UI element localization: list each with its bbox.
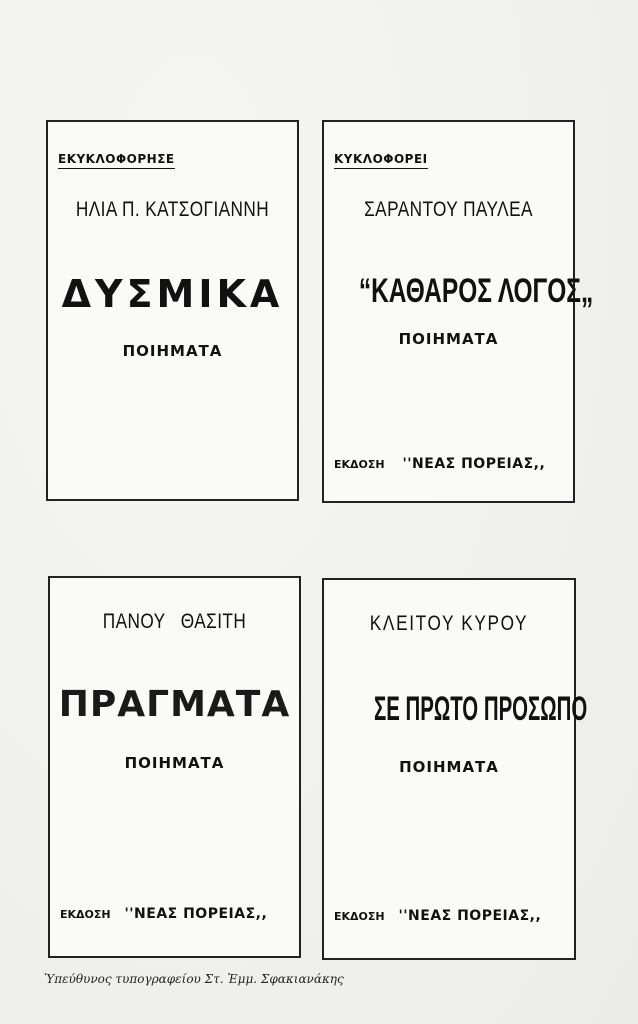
book-genre: ΠΟΙΗΜΑΤΑ [398, 330, 499, 348]
author-name: ΠΑΝΟΥ ΘΑΣΙΤΗ [102, 610, 247, 633]
release-label: ΚΥΚΛΟΦΟΡΕΙ [334, 152, 428, 169]
author-name: ΚΛΕΙΤΟΥ ΚΥΡΟΥ [369, 612, 529, 635]
publisher-name: ''ΝΕΑΣ ΠΟΡΕΙΑΣ,, [124, 906, 268, 922]
publisher-line [334, 456, 569, 472]
publisher-line [60, 906, 295, 922]
advertisement-dysmika [46, 120, 299, 501]
book-title: ΔΥΣΜΙΚΑ [61, 272, 284, 316]
book-genre: ΠΟΙΗΜΑΤΑ [122, 342, 223, 360]
printer-footer: Ὑπεύθυνος τυπογραφείου Στ. Ἐμμ. Σφακιανάκης [44, 972, 344, 986]
publisher-line [334, 908, 570, 924]
author-name: ΣΑΡΑΝΤΟΥ ΠΑΥΛΕΑ [364, 198, 533, 221]
book-genre: ΠΟΙΗΜΑΤΑ [124, 754, 225, 772]
book-title: ΣΕ ΠΡΩΤΟ ΠΡΟΣΩΠΟ [374, 690, 588, 728]
advertisement-se-proto-prosopo [322, 578, 588, 960]
advertisement-pragmata [48, 576, 301, 958]
book-genre: ΠΟΙΗΜΑΤΑ [399, 758, 499, 776]
publisher-name: ''ΝΕΑΣ ΠΟΡΕΙΑΣ,, [402, 456, 546, 472]
book-title: “ΚΑΘΑΡΟΣ ΛΟΓΟΣ„ [358, 272, 594, 310]
publisher-prefix: ΕΚΔΟΣΗ [60, 908, 111, 921]
advertisement-katharos-logos [322, 120, 594, 503]
publisher-prefix: ΕΚΔΟΣΗ [334, 458, 385, 471]
book-title: ΠΡΑΓΜΑΤΑ [58, 684, 291, 725]
publisher-prefix: ΕΚΔΟΣΗ [334, 910, 385, 923]
author-name: ΗΛΙΑ Π. ΚΑΤΣΟΓΙΑΝΝΗ [75, 198, 270, 221]
publisher-name: ''ΝΕΑΣ ΠΟΡΕΙΑΣ,, [398, 908, 542, 924]
release-label: ΕΚΥΚΛΟΦΟΡΗΣΕ [58, 152, 175, 169]
